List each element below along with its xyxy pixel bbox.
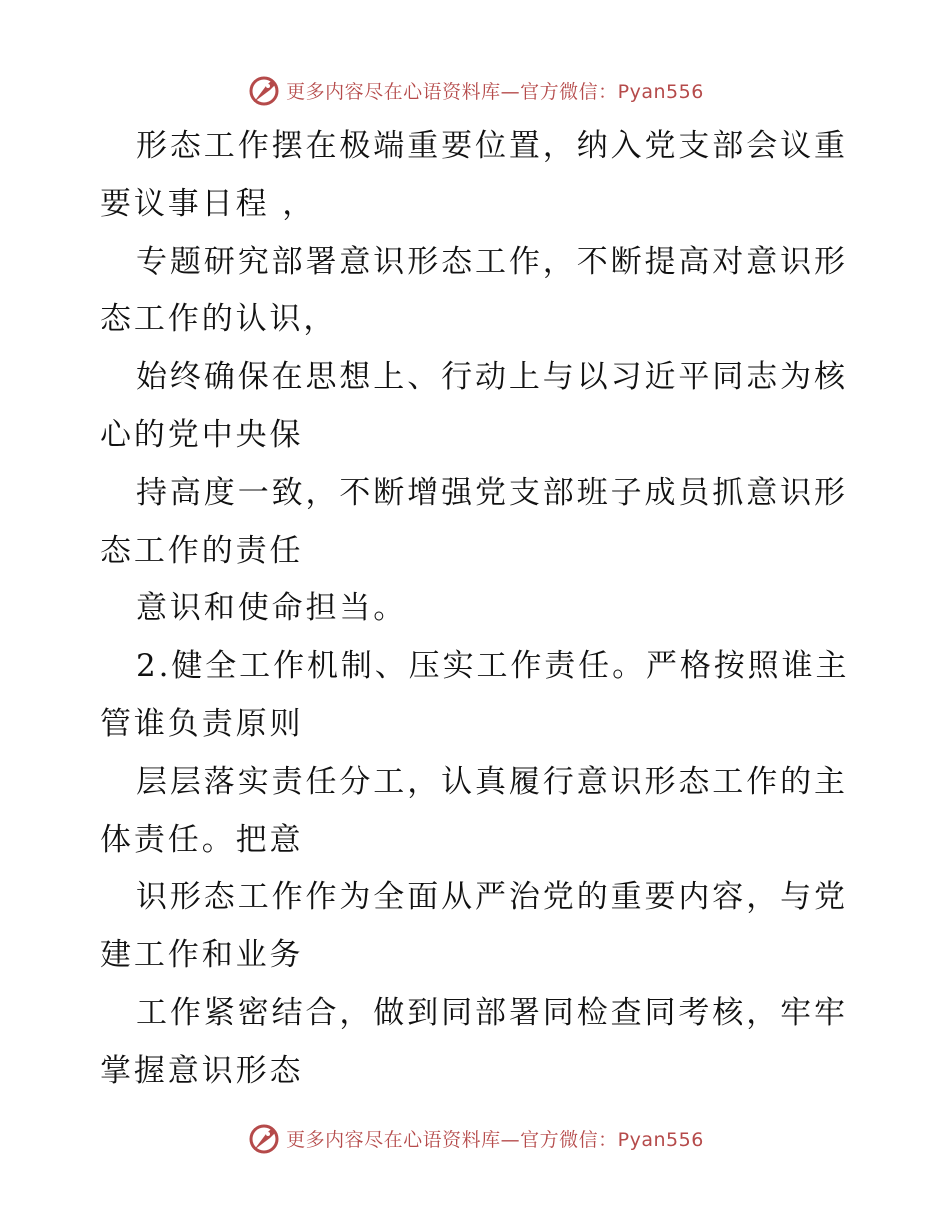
header-watermark-text: 更多内容尽在心语资料库—官方微信：Pyan556 [286, 80, 704, 103]
pen-nib-logo-icon [246, 72, 282, 108]
text-line: 层层落实责任分工，认真履行意识形态工作的主 [136, 763, 848, 800]
text-line: 2.健全工作机制、压实工作责任。严格按照谁主 [136, 648, 850, 685]
text-line: 体责任。把意 [100, 821, 304, 858]
text-line: 工作紧密结合，做到同部署同检查同考核，牢牢 [136, 994, 848, 1031]
text-line: 心的党中央保 [100, 416, 304, 453]
pen-nib-logo-icon [246, 1120, 282, 1156]
text-line: 管谁负责原则 [100, 705, 304, 742]
text-line: 态工作的责任 [100, 532, 304, 569]
text-line: 持高度一致，不断增强党支部班子成员抓意识形 [136, 474, 848, 511]
text-line: 建工作和业务 [100, 937, 304, 974]
text-line: 始终确保在思想上、行动上与以习近平同志为核 [136, 359, 848, 396]
text-line: 要议事日程 ， [100, 185, 317, 222]
text-line: 态工作的认识， [100, 301, 338, 338]
footer-watermark [0, 1118, 950, 1158]
text-line: 掌握意识形态 [100, 1052, 304, 1089]
text-line: 识形态工作作为全面从严治党的重要内容，与党 [136, 879, 848, 916]
text-line: 专题研究部署意识形态工作，不断提高对意识形 [136, 243, 848, 280]
text-line: 意识和使命担当。 [136, 590, 408, 627]
header-watermark [0, 70, 950, 110]
footer-watermark-text: 更多内容尽在心语资料库—官方微信：Pyan556 [286, 1128, 704, 1151]
document-body [100, 118, 850, 1101]
text-line: 形态工作摆在极端重要位置，纳入党支部会议重 [136, 128, 848, 164]
